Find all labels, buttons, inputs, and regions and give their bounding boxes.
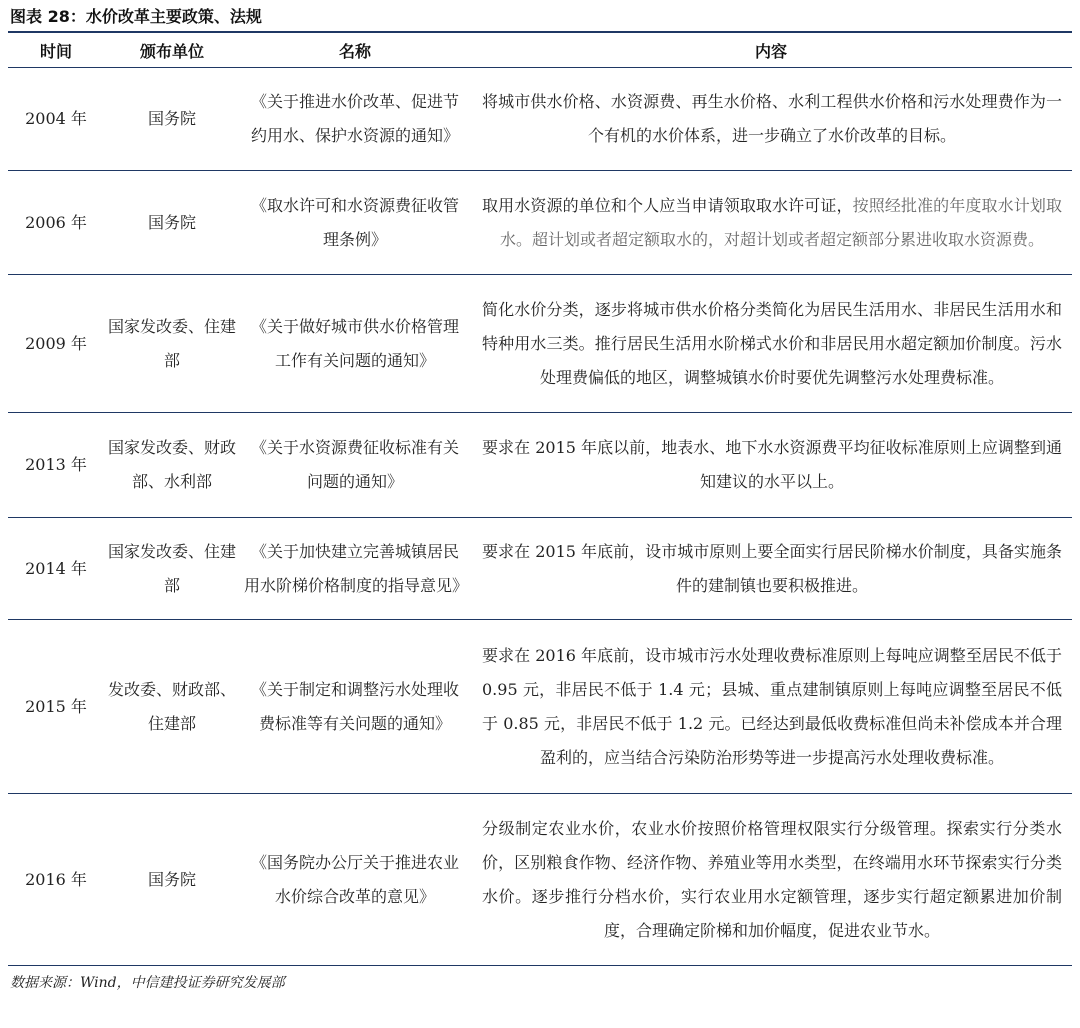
table-row — [8, 794, 1072, 966]
row-content-text: 要求在 2015 年底以前，地表水、地下水水资源费平均征收标准原则上应调整到通知建议的水平以上。 — [482, 438, 1062, 491]
row-content-text: 取用水资源的单位和个人应当申请领取取水许可证， — [482, 195, 853, 215]
row-content-text: 简化水价分类，逐步将城市供水价格分类简化为居民生活用水、非居民生活用水和特种用水三类。推行居民生活用水阶梯式水价和非居民用水超定额加价制度。污水处理费偏低的地区，调整城镇水价时要优先调整污水处理费标准。 — [482, 299, 1062, 387]
header-year: 时间 — [8, 33, 104, 68]
table-row — [8, 68, 1072, 171]
row-content — [470, 518, 1072, 620]
header-name: 名称 — [240, 33, 470, 68]
row-year: 2015 年 — [8, 620, 104, 794]
row-year: 2013 年 — [8, 413, 104, 518]
row-content — [470, 794, 1072, 966]
row-issuer: 国务院 — [104, 794, 240, 966]
table-row — [8, 275, 1072, 413]
table-row — [8, 171, 1072, 275]
row-name: 《国务院办公厅关于推进农业水价综合改革的意见》 — [240, 794, 470, 966]
header-content: 内容 — [470, 33, 1072, 68]
row-issuer: 国务院 — [104, 171, 240, 275]
header-row — [8, 33, 1072, 68]
figure-title: 图表 28：水价改革主要政策、法规 — [8, 0, 1072, 33]
row-name: 《关于做好城市供水价格管理工作有关问题的通知》 — [240, 275, 470, 413]
row-content — [470, 413, 1072, 518]
policy-table — [8, 33, 1072, 966]
table-row — [8, 620, 1072, 794]
row-content-text: 将城市供水价格、水资源费、再生水价格、水利工程供水价格和污水处理费作为一个有机的水价体系，进一步确立了水价改革的目标。 — [482, 92, 1062, 145]
row-year: 2004 年 — [8, 68, 104, 171]
row-year: 2014 年 — [8, 518, 104, 620]
row-issuer: 国家发改委、住建部 — [104, 518, 240, 620]
table-row — [8, 518, 1072, 620]
table-row — [8, 413, 1072, 518]
row-issuer: 国家发改委、住建部 — [104, 275, 240, 413]
row-content-text: 分级制定农业水价，农业水价按照价格管理权限实行分级管理。探索实行分类水价，区别粮食作物、经济作物、养殖业等用水类型，在终端用水环节探索实行分类水价。逐步推行分档水价，实行农业用水定额管理，逐步实行超定额累进加价制度，合理确定阶梯和加价幅度，促进农业节水。 — [482, 818, 1062, 940]
row-content-muted: 按照经批准的年度取水计划取水。超计划或者超定额取水的，对超计划或者超定额部分累进收取水资源费。 — [499, 195, 1062, 249]
row-content-text: 要求在 2016 年底前，设市城市污水处理收费标准原则上每吨应调整至居民不低于 0.95 元，非居民不低于 1.4 元；县城、重点建制镇原则上每吨应调整至居民不低于 0.85 元，非居民不低于 1.2 元。已经达到最低收费标准但尚未补偿成本并合理盈利的，应当结合污染防治形势等进一步提高污水处理收费标准。 — [482, 645, 1062, 767]
row-issuer: 国家发改委、财政部、水利部 — [104, 413, 240, 518]
row-name: 《关于水资源费征收标准有关问题的通知》 — [240, 413, 470, 518]
row-year: 2016 年 — [8, 794, 104, 966]
row-content — [470, 275, 1072, 413]
row-content-text: 要求在 2015 年底前，设市城市原则上要全面实行居民阶梯水价制度，具备实施条件的建制镇也要积极推进。 — [482, 541, 1062, 595]
row-name: 《关于推进水价改革、促进节约用水、保护水资源的通知》 — [240, 68, 470, 171]
row-issuer: 发改委、财政部、住建部 — [104, 620, 240, 794]
row-content — [470, 68, 1072, 171]
row-year: 2006 年 — [8, 171, 104, 275]
row-name: 《关于加快建立完善城镇居民用水阶梯价格制度的指导意见》 — [240, 518, 470, 620]
row-name: 《关于制定和调整污水处理收费标准等有关问题的通知》 — [240, 620, 470, 794]
source-note: 数据来源：Wind，中信建投证券研究发展部 — [10, 975, 285, 991]
document — [8, 0, 1072, 992]
row-issuer: 国务院 — [104, 68, 240, 171]
row-content — [470, 171, 1072, 275]
row-content — [470, 620, 1072, 794]
row-year: 2009 年 — [8, 275, 104, 413]
header-issuer: 颁布单位 — [104, 33, 240, 68]
row-name: 《取水许可和水资源费征收管理条例》 — [240, 171, 470, 275]
